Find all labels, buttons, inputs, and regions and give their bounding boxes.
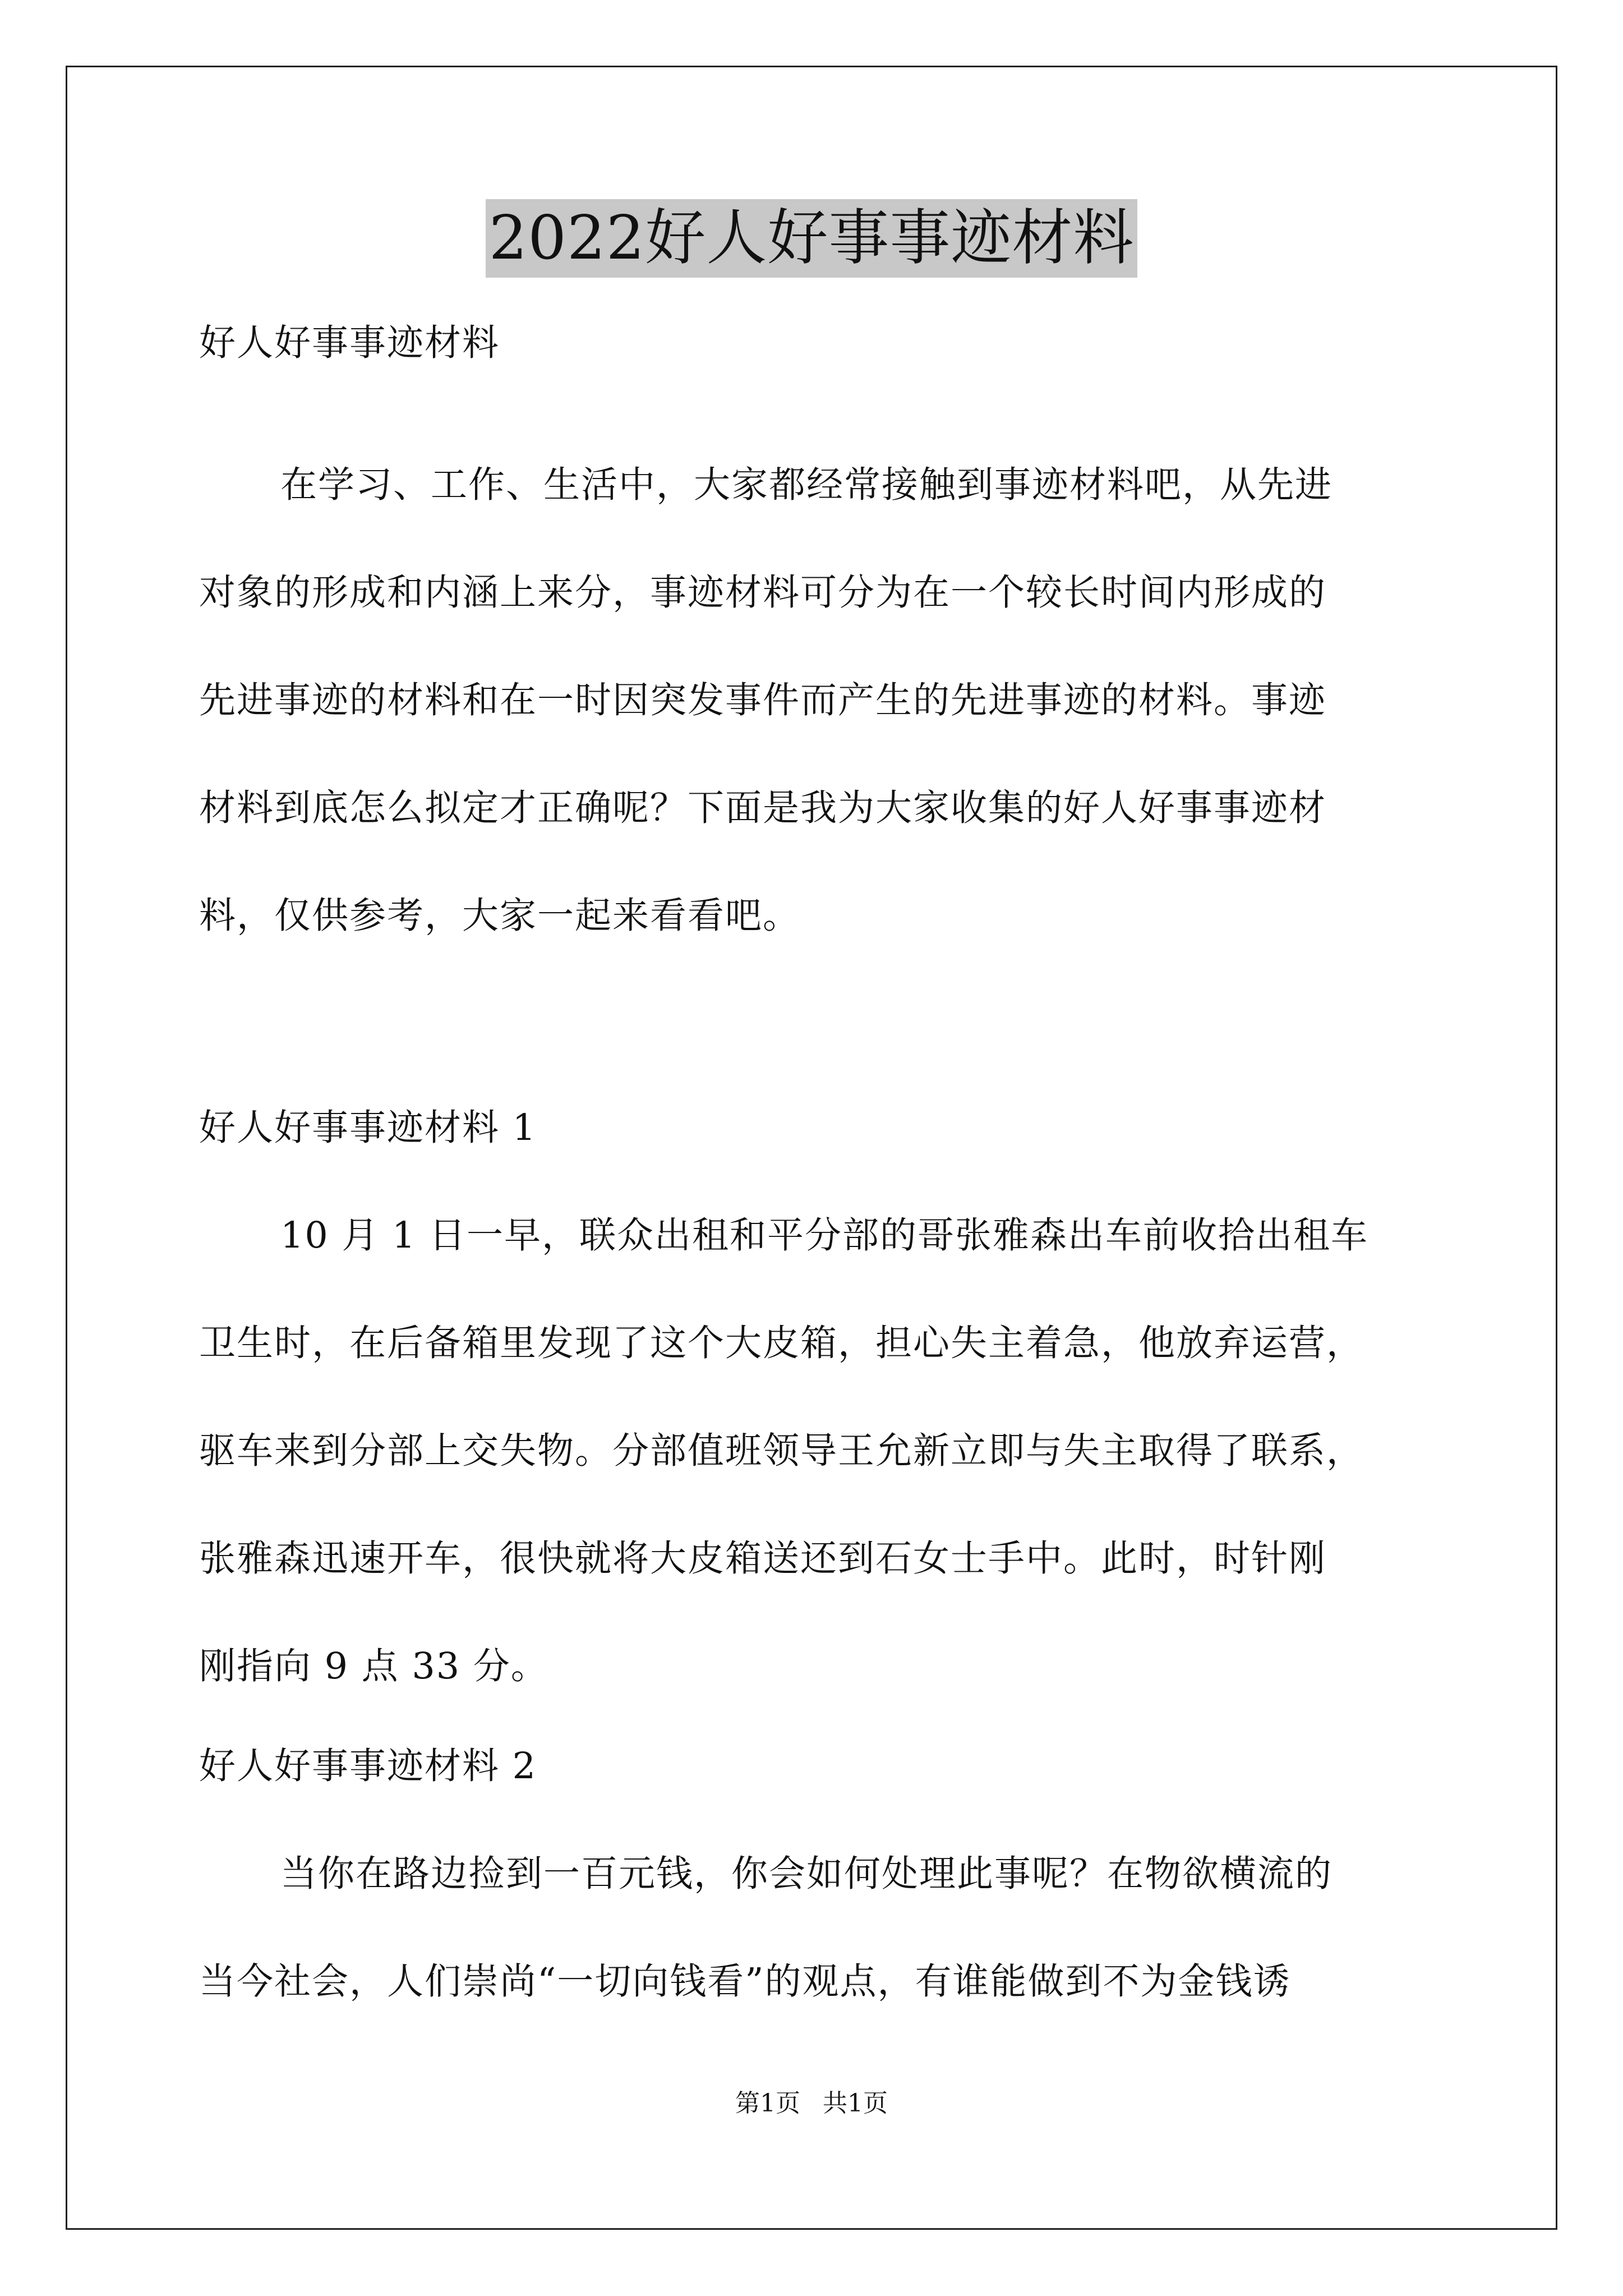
page-footer (0, 2087, 1623, 2120)
paragraph-line: 10 月 1 日一早，联众出租和平分部的哥张雅森出车前收拾出租车 (280, 1214, 1369, 1257)
page-total: 共1页 (823, 2089, 888, 2118)
paragraph-line: 料，仅供参考，大家一起来看看吧。 (199, 895, 801, 937)
document-title: 2022好人好事事迹材料 (486, 199, 1138, 278)
paragraph-line: 材料到底怎么拟定才正确呢？下面是我为大家收集的好人好事事迹材 (199, 787, 1327, 829)
paragraph-line: 张雅森迅速开车，很快就将大皮箱送还到石女士手中。此时，时针刚 (199, 1538, 1327, 1580)
section-heading: 好人好事事迹材料 2 (199, 1745, 537, 1787)
paragraph-line: 刚指向 9 点 33 分。 (199, 1645, 548, 1687)
paragraph-line: 驱车来到分部上交失物。分部值班领导王允新立即与失主取得了联系， (199, 1430, 1364, 1472)
section-heading: 好人好事事迹材料 1 (199, 1107, 537, 1149)
paragraph-line: 当你在路边捡到一百元钱，你会如何处理此事呢？在物欲横流的 (280, 1853, 1333, 1895)
page-number: 第1页 (735, 2089, 800, 2118)
title-container (0, 199, 1623, 278)
paragraph-line: 卫生时，在后备箱里发现了这个大皮箱，担心失主着急，他放弃运营， (199, 1322, 1364, 1364)
paragraph-line: 在学习、工作、生活中，大家都经常接触到事迹材料吧，从先进 (280, 464, 1333, 506)
section-heading: 好人好事事迹材料 (199, 322, 500, 364)
paragraph-line: 先进事迹的材料和在一时因突发事件而产生的先进事迹的材料。事迹 (199, 679, 1327, 721)
paragraph-line: 当今社会，人们崇尚“一切向钱看”的观点，有谁能做到不为金钱诱 (199, 1961, 1291, 2003)
paragraph-line: 对象的形成和内涵上来分，事迹材料可分为在一个较长时间内形成的 (199, 572, 1327, 614)
